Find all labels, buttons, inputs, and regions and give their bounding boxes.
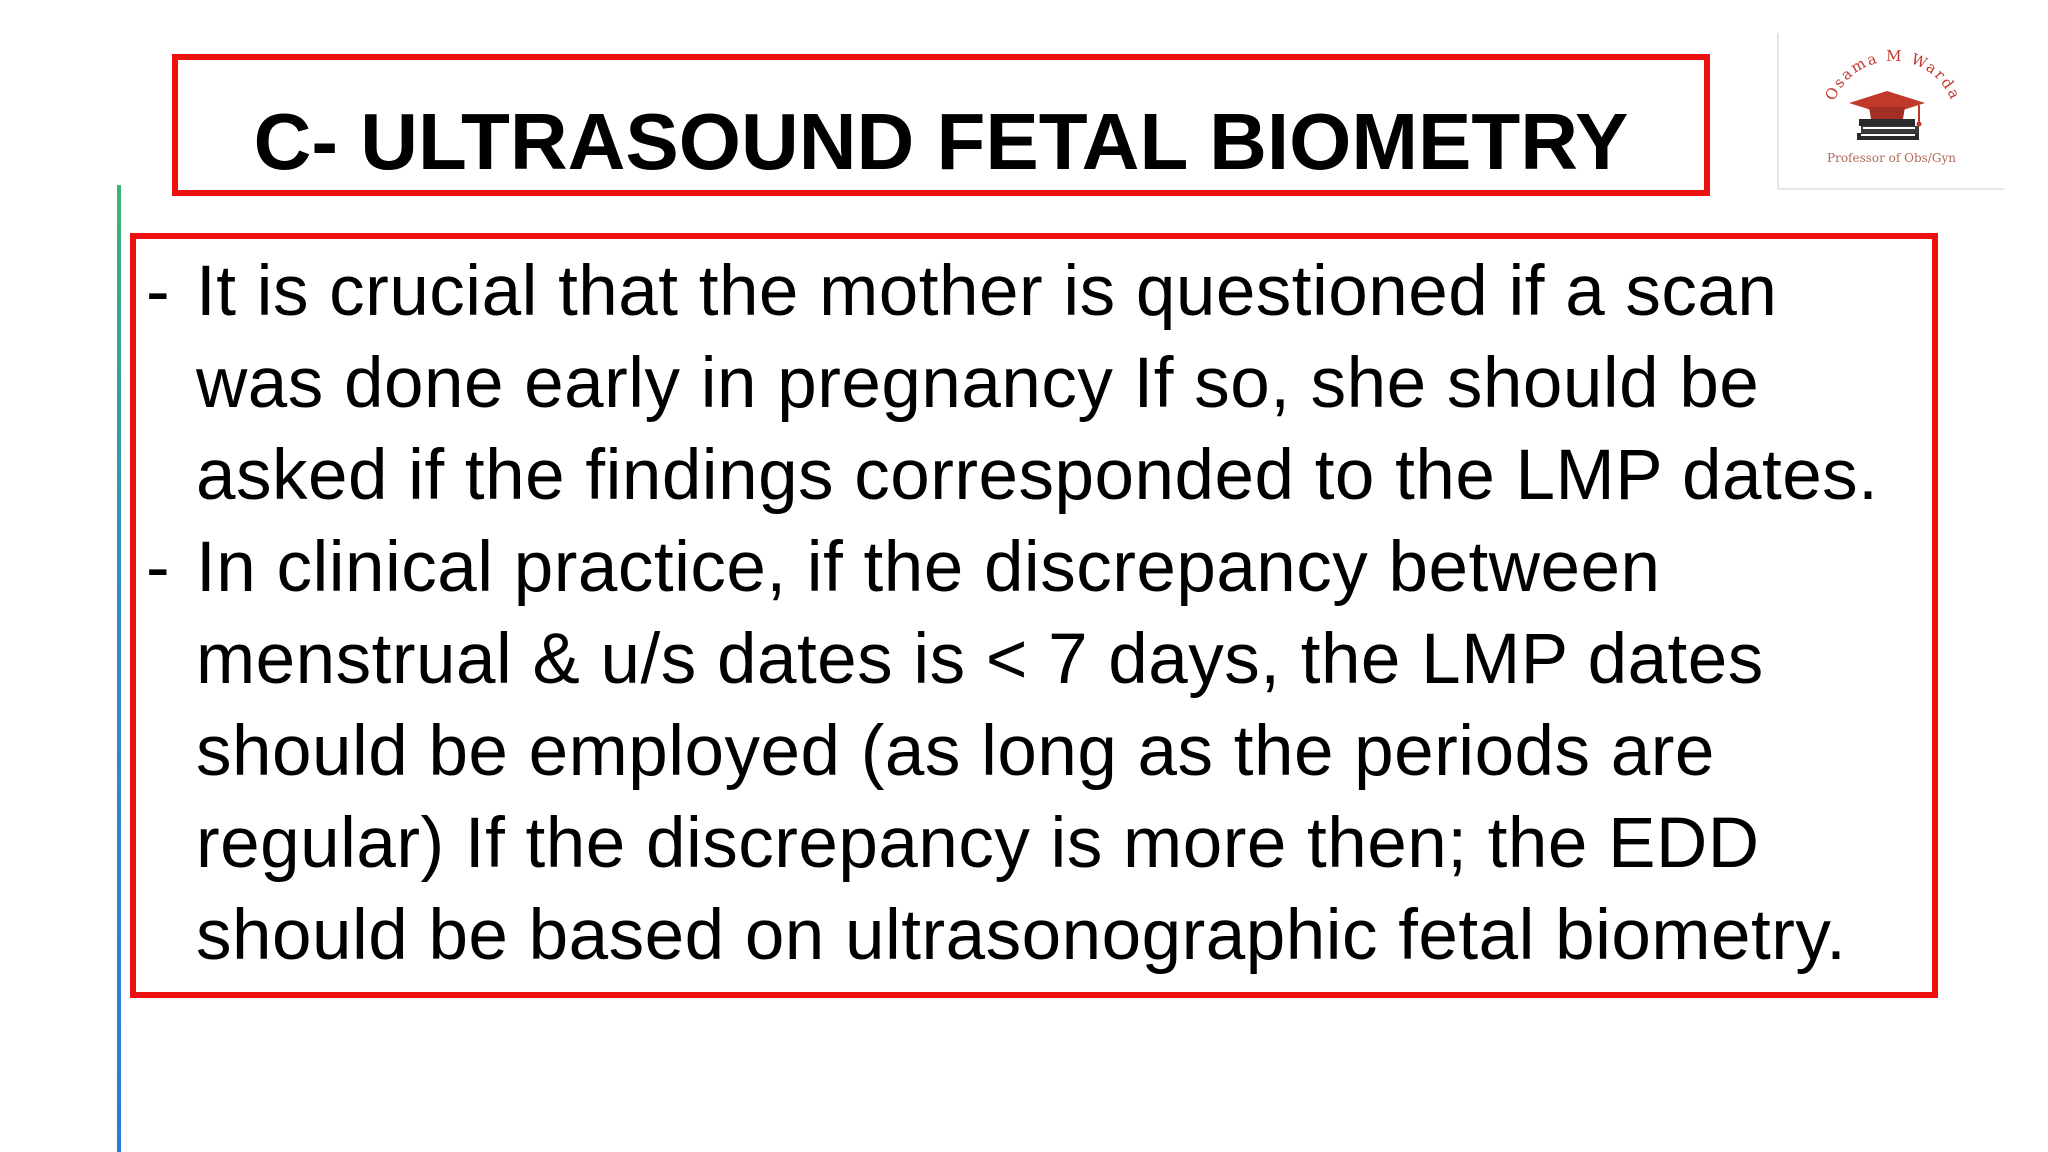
logo-arc-text: Osama M Warda — [1821, 46, 1965, 104]
graduation-cap-icon — [1779, 33, 2006, 190]
bullet-list — [146, 246, 1906, 982]
bullet-text: It is crucial that the mother is questioned if a scan was done early in pregnancy If so, she should be asked if the findings corresponded to the LMP dates. — [196, 252, 1879, 515]
bullet-item — [146, 522, 1906, 982]
logo — [1777, 33, 2004, 190]
slide-title: C- ULTRASOUND FETAL BIOMETRY — [253, 97, 1629, 186]
bullet-marker: - — [146, 252, 171, 331]
accent-line — [117, 185, 121, 1152]
bullet-item — [146, 246, 1906, 522]
logo-caption: Professor of Obs/Gyn — [1827, 151, 1956, 165]
bullet-text: In clinical practice, if the discrepancy between menstrual & u/s dates is < 7 days, the LMP dates should be employed (as long as the periods are regular) If the discrepancy is more then; the EDD should be based on ultrasonographic fetal biometry. — [196, 528, 1847, 975]
bullet-marker: - — [146, 528, 171, 607]
title-frame — [172, 54, 1710, 196]
